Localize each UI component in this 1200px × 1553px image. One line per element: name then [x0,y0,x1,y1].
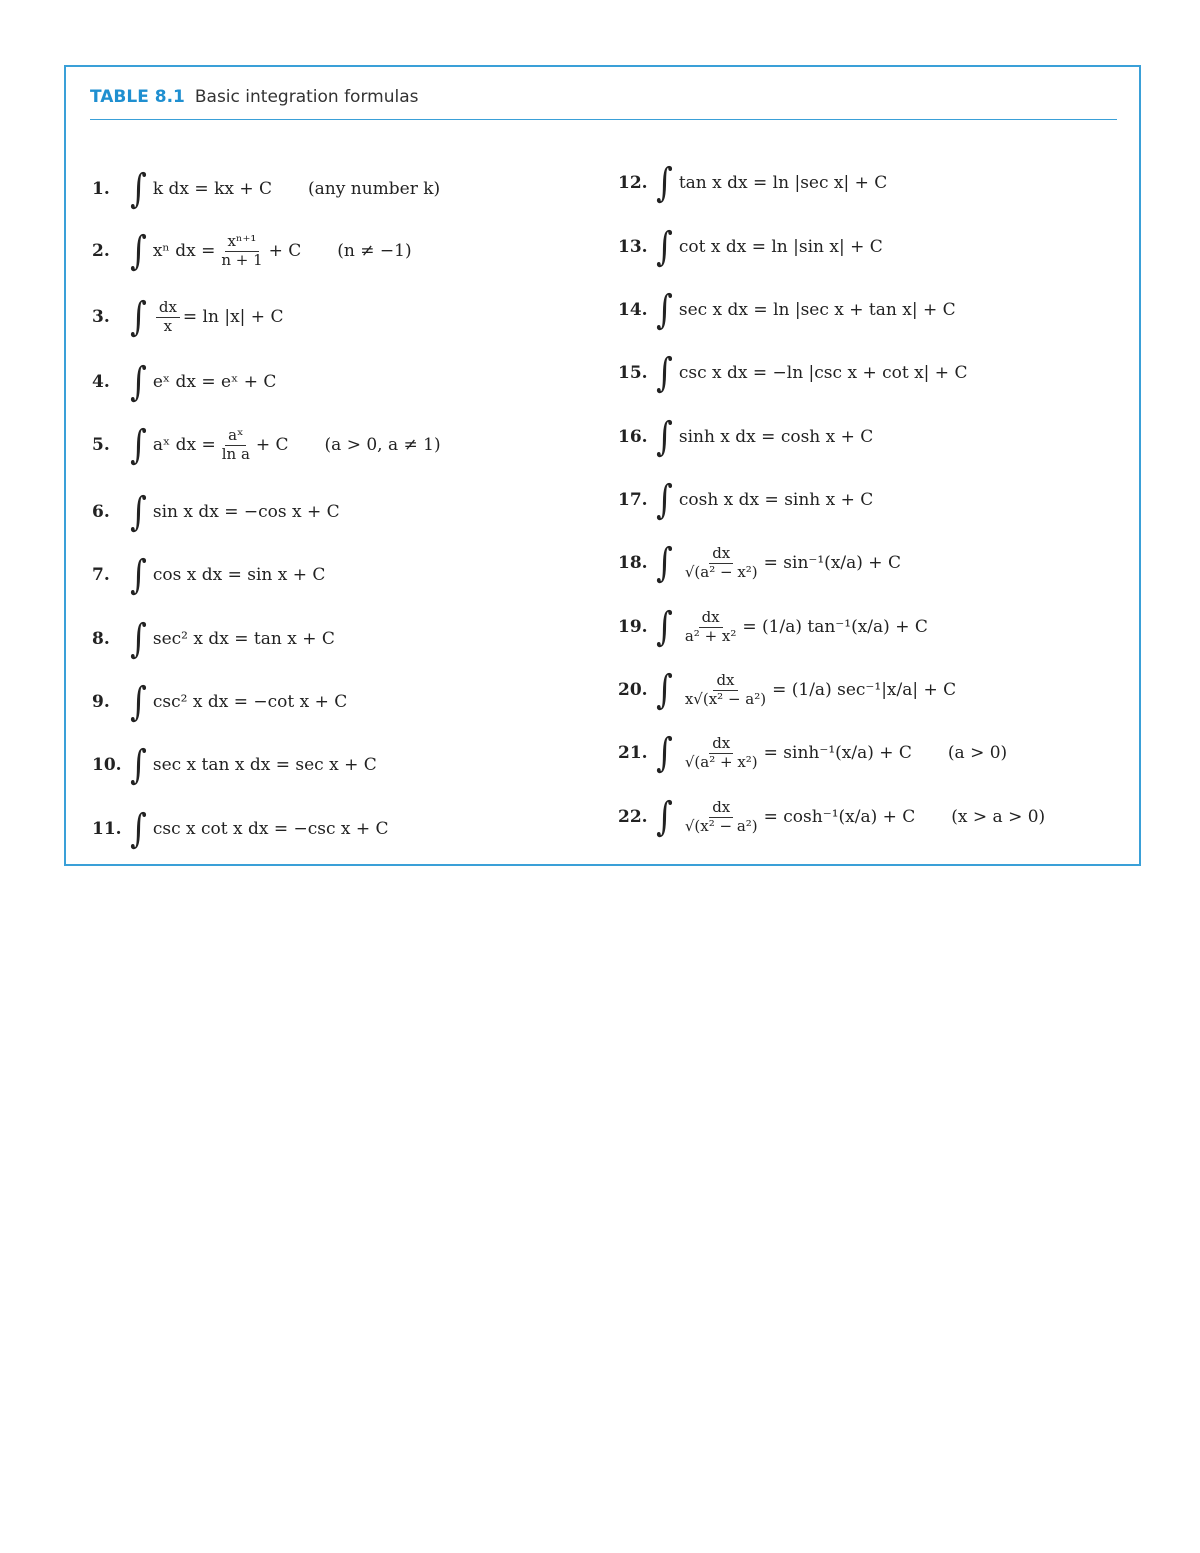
integral-sign: ∫ [130,228,147,274]
denominator: ln a [221,444,250,463]
formula-19 [618,597,928,657]
formula-number: 12. [618,173,648,193]
integral-sign: ∫ [656,477,673,523]
denominator: a² + x² [684,626,737,645]
formula-10 [92,735,377,795]
integral-sign: ∫ [130,359,147,405]
formula-number: 17. [618,490,648,510]
formula-result: = sin⁻¹(x/a) + C [763,553,901,573]
integral-sign: ∫ [130,422,147,468]
formula-number: 21. [618,743,648,763]
fraction [218,233,265,269]
numerator: xⁿ⁺¹ [225,233,260,251]
formula-expression: sec² x dx = tan x + C [152,629,335,649]
formula-condition: (a > 0) [947,743,1008,763]
formula-expression: k dx = kx + C [152,179,273,199]
formula-number: 7. [92,565,110,585]
formula-1 [92,159,440,219]
numerator: aˣ [225,427,246,445]
formula-expression: cosh x dx = sinh x + C [678,490,874,510]
formula-result: = (1/a) tan⁻¹(x/a) + C [742,617,928,637]
fraction [682,545,761,581]
denominator: x√(x² − a²) [684,689,767,708]
formula-number: 9. [92,692,110,712]
denominator: √(a² − x²) [684,562,758,581]
integral-sign: ∫ [656,667,673,713]
integral-sign: ∫ [130,489,147,535]
formula-18 [618,533,901,593]
fraction [682,799,761,835]
integral-sign: ∫ [130,552,147,598]
formula-number: 6. [92,502,110,522]
numerator: dx [713,672,737,690]
formula-expression: cot x dx = ln |sin x| + C [678,237,883,257]
integral-sign: ∫ [656,160,673,206]
formula-number: 22. [618,807,648,827]
integral-sign: ∫ [656,224,673,270]
formula-number: 8. [92,629,110,649]
table-title: Basic integration formulas [194,87,419,107]
integral-sign: ∫ [130,679,147,725]
formula-number: 14. [618,300,648,320]
formula-number: 20. [618,680,648,700]
table-header [90,87,418,107]
formula-6 [92,482,340,542]
formula-4 [92,352,276,412]
formula-14 [618,280,956,340]
formula-number: 2. [92,241,110,261]
formula-20 [618,660,956,720]
formula-number: 1. [92,179,110,199]
table-frame [64,65,1141,866]
integral-sign: ∫ [656,287,673,333]
formula-number: 13. [618,237,648,257]
formula-number: 15. [618,363,648,383]
integral-sign: ∫ [656,414,673,460]
formula-expression: sin x dx = −cos x + C [152,502,340,522]
formula-condition: (x > a > 0) [951,807,1046,827]
numerator: dx [709,735,733,753]
formula-number: 3. [92,307,110,327]
integral-sign: ∫ [656,794,673,840]
denominator: n + 1 [221,250,263,269]
fraction [682,672,769,708]
formula-result: + C [255,435,289,455]
fraction [219,427,253,463]
fraction [156,299,180,335]
formula-number: 10. [92,755,122,775]
integral-sign: ∫ [130,806,147,852]
formula-result: = (1/a) sec⁻¹|x/a| + C [772,680,957,700]
formula-15 [618,343,967,403]
fraction [682,609,740,645]
integral-sign: ∫ [130,742,147,788]
formula-condition: (any number k) [308,179,441,199]
formula-expression: sinh x dx = cosh x + C [678,427,874,447]
integral-sign: ∫ [656,350,673,396]
formula-8 [92,609,335,669]
formula-12 [618,153,887,213]
table-number: TABLE 8.1 [90,87,185,107]
denominator: √(x² − a²) [684,816,758,835]
numerator: dx [709,799,733,817]
formula-2 [92,221,412,281]
formula-result: = ln |x| + C [182,307,284,327]
formula-11 [92,799,389,859]
formula-expression: csc x dx = −ln |csc x + cot x| + C [678,363,968,383]
formula-expression: sec x dx = ln |sec x + tan x| + C [678,300,956,320]
formula-result: = sinh⁻¹(x/a) + C [763,743,912,763]
formula-number: 5. [92,435,110,455]
formula-17 [618,470,873,530]
denominator: √(a² + x²) [684,752,758,771]
formula-expression: tan x dx = ln |sec x| + C [678,173,888,193]
formula-number: 4. [92,372,110,392]
numerator: dx [709,545,733,563]
integral-sign: ∫ [656,540,673,586]
integral-sign: ∫ [656,730,673,776]
integral-sign: ∫ [130,616,147,662]
formula-number: 19. [618,617,648,637]
formula-expression: csc x cot x dx = −csc x + C [152,819,389,839]
formula-16 [618,407,873,467]
formula-condition: (a > 0, a ≠ 1) [324,435,441,455]
formula-9 [92,672,347,732]
numerator: dx [699,609,723,627]
formula-expression: xⁿ dx = [152,241,216,261]
formula-expression: csc² x dx = −cot x + C [152,692,348,712]
formula-expression: aˣ dx = [152,435,216,455]
formula-expression: sec x tan x dx = sec x + C [152,755,377,775]
formula-22 [618,787,1045,847]
formula-21 [618,723,1007,783]
formula-number: 18. [618,553,648,573]
formula-number: 16. [618,427,648,447]
numerator: dx [156,299,180,317]
formula-result: + C [268,241,302,261]
formula-7 [92,545,325,605]
integral-sign: ∫ [656,604,673,650]
integral-sign: ∫ [130,166,147,212]
formula-3 [92,287,283,347]
formula-result: = cosh⁻¹(x/a) + C [763,807,916,827]
formula-number: 11. [92,819,122,839]
formula-expression: eˣ dx = eˣ + C [152,372,277,392]
header-rule [90,119,1117,120]
formula-expression: cos x dx = sin x + C [152,565,326,585]
formula-condition: (n ≠ −1) [337,241,412,261]
integral-sign: ∫ [130,294,147,340]
formula-13 [618,217,883,277]
denominator: x [163,316,173,335]
fraction [682,735,761,771]
formula-5 [92,415,441,475]
